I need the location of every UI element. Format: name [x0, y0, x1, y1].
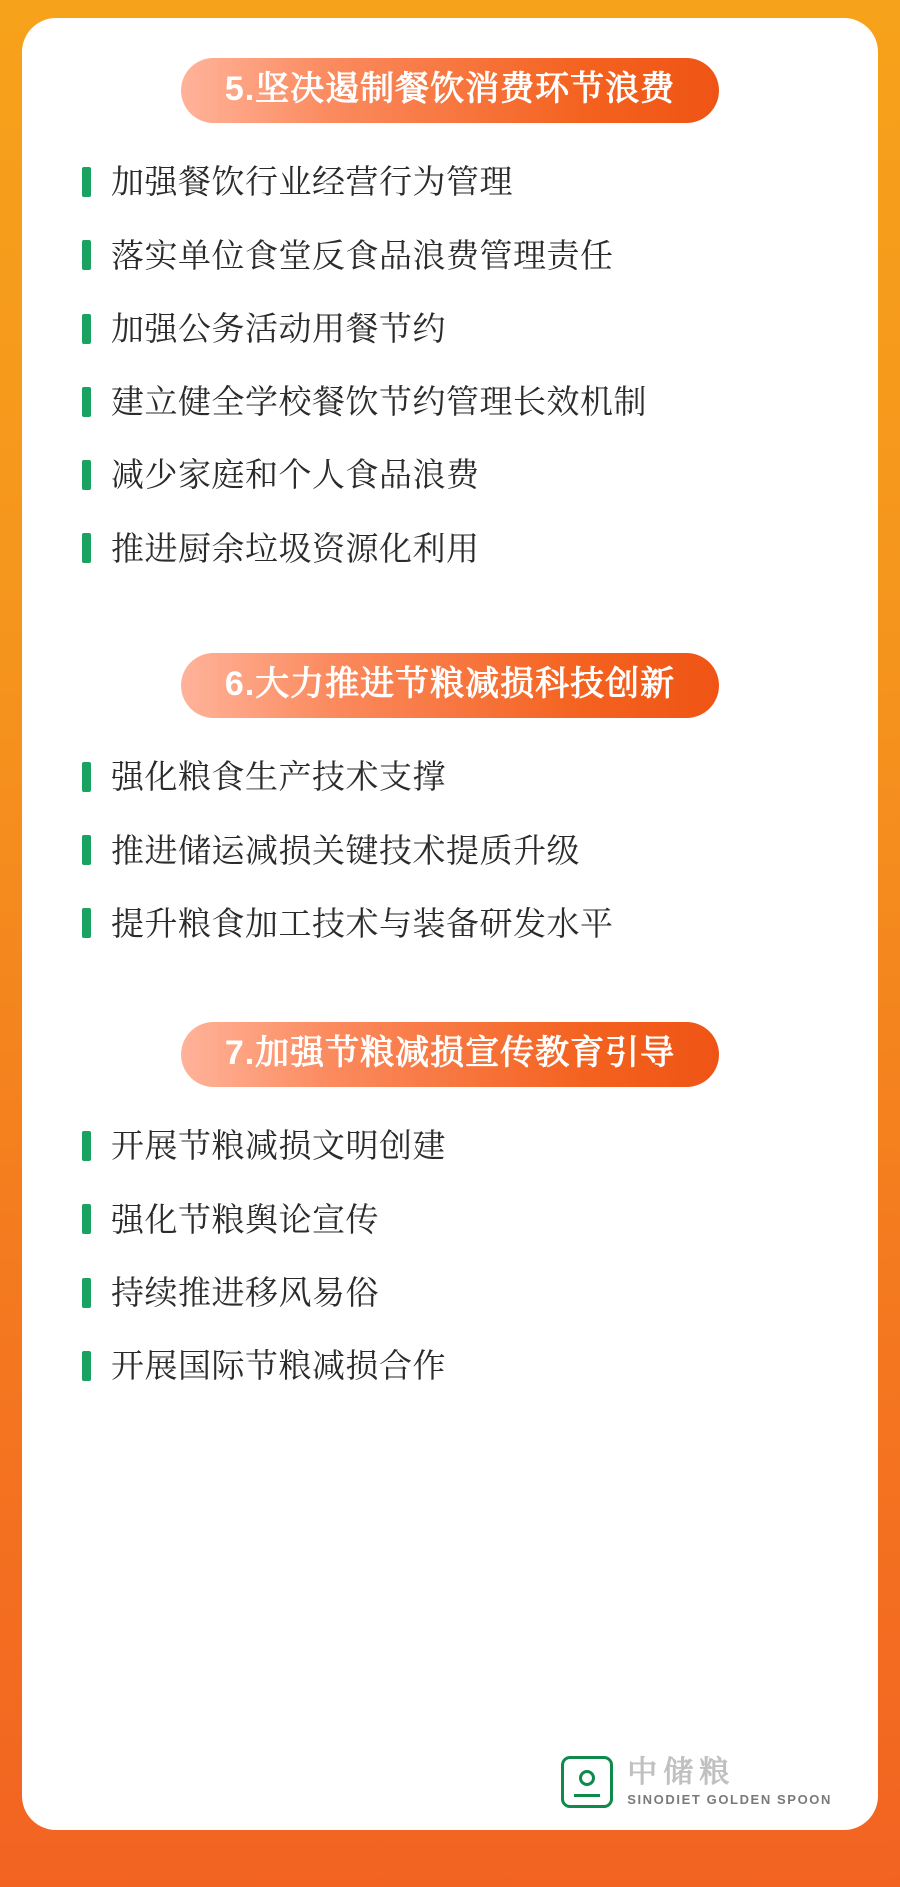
list-item	[82, 1345, 828, 1386]
list-item-label: 加强餐饮行业经营行为管理	[111, 163, 513, 201]
list-item-label: 建立健全学校餐饮节约管理长效机制	[111, 383, 647, 421]
section-spacer	[72, 976, 828, 1022]
list-item-label: 推进厨余垃圾资源化利用	[111, 529, 480, 567]
list-item-label: 落实单位食堂反食品浪费管理责任	[111, 236, 614, 274]
list-item	[82, 1125, 828, 1166]
section-7-title: 7.加强节粮减损宣传教育引导	[181, 1022, 719, 1087]
list-item-label: 加强公务活动用餐节约	[111, 309, 446, 347]
list-item-label: 提升粮食加工技术与装备研发水平	[111, 904, 614, 942]
section-6-title-wrap	[72, 653, 828, 718]
section-7-title-wrap	[72, 1022, 828, 1087]
logo-en-label: SINODIET GOLDEN SPOON	[627, 1792, 832, 1808]
section-6-list	[72, 756, 828, 944]
bullet-icon	[82, 762, 91, 792]
logo-cn-label: 中储粮	[627, 1755, 736, 1789]
bullet-icon	[82, 314, 91, 344]
list-item	[82, 1272, 828, 1313]
list-item	[82, 454, 828, 495]
section-5-title-wrap	[72, 58, 828, 123]
section-5-list	[72, 161, 828, 569]
list-item	[82, 235, 828, 276]
spoon-logo-icon	[561, 1756, 613, 1808]
bullet-icon	[82, 908, 91, 938]
list-item	[82, 528, 828, 569]
bullet-icon	[82, 387, 91, 417]
list-item	[82, 830, 828, 871]
list-item-label: 强化节粮舆论宣传	[111, 1200, 379, 1238]
list-item-label: 强化粮食生产技术支撑	[111, 758, 446, 796]
bullet-icon	[82, 1278, 91, 1308]
list-item-label: 开展节粮减损文明创建	[111, 1127, 446, 1165]
list-item-label: 开展国际节粮减损合作	[111, 1347, 446, 1385]
bullet-icon	[82, 1204, 91, 1234]
bullet-icon	[82, 533, 91, 563]
list-item	[82, 903, 828, 944]
section-6-title: 6.大力推进节粮减损科技创新	[181, 653, 719, 718]
section-5	[72, 58, 828, 569]
bullet-icon	[82, 1131, 91, 1161]
list-item-label: 持续推进移风易俗	[111, 1273, 379, 1311]
bullet-icon	[82, 167, 91, 197]
list-item	[82, 1199, 828, 1240]
list-item	[82, 161, 828, 202]
bullet-icon	[82, 835, 91, 865]
list-item-label: 减少家庭和个人食品浪费	[111, 456, 480, 494]
content-card	[22, 18, 878, 1830]
logo-text	[627, 1757, 832, 1808]
section-6	[72, 653, 828, 944]
bullet-icon	[82, 240, 91, 270]
section-5-title: 5.坚决遏制餐饮消费环节浪费	[181, 58, 719, 123]
list-item	[82, 308, 828, 349]
section-7-list	[72, 1125, 828, 1386]
list-item	[82, 756, 828, 797]
bullet-icon	[82, 1351, 91, 1381]
section-7	[72, 1022, 828, 1386]
section-spacer	[72, 601, 828, 653]
footer-logo	[561, 1756, 832, 1808]
list-item-label: 推进储运减损关键技术提质升级	[111, 831, 580, 869]
bullet-icon	[82, 460, 91, 490]
list-item	[82, 381, 828, 422]
